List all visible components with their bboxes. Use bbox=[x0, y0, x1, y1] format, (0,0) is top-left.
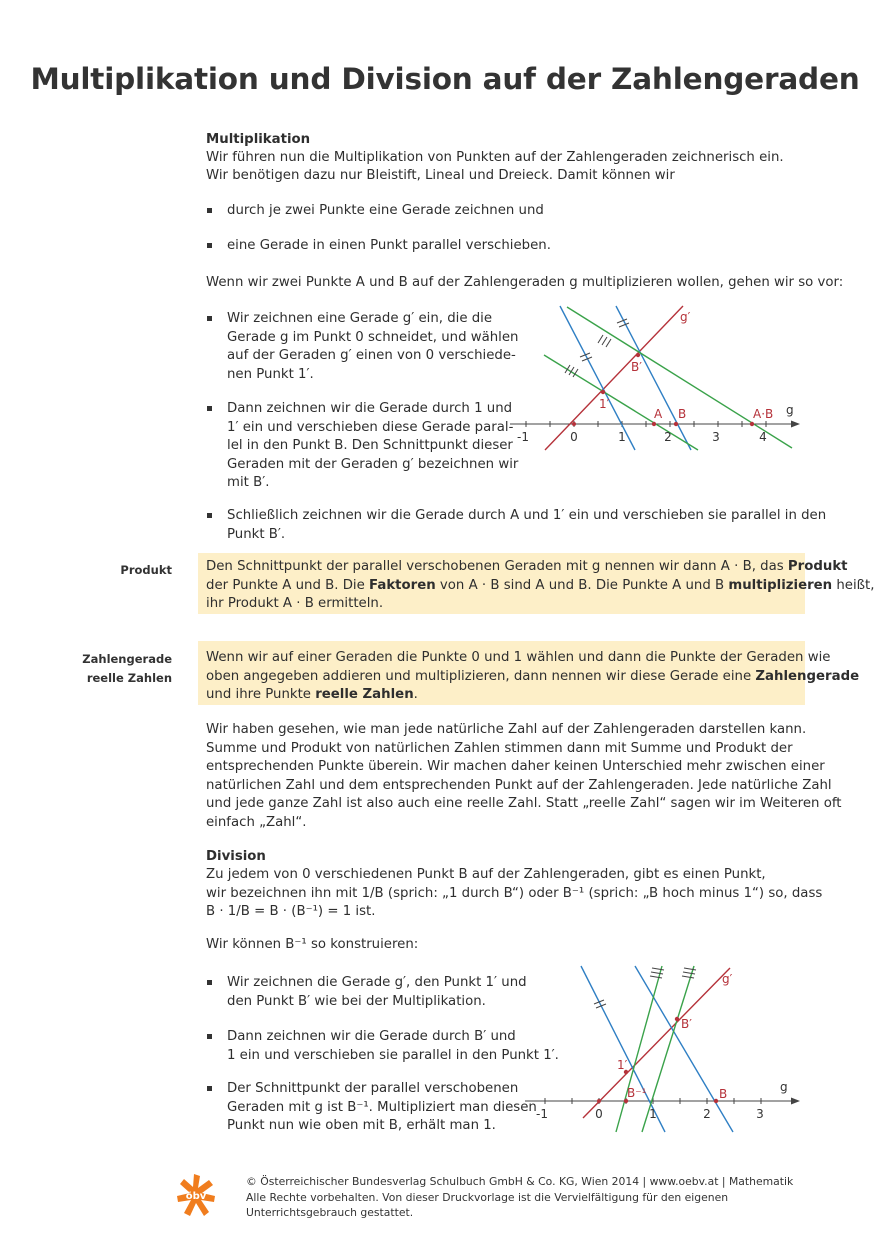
mult-intro-line-2: Wir benötigen dazu nur Bleistift, Lineal und Dreieck. Damit können wir bbox=[206, 168, 675, 183]
oebv-logo bbox=[174, 1172, 218, 1220]
bullet bbox=[207, 208, 212, 213]
svg-text:4: 4 bbox=[759, 430, 767, 444]
bullet bbox=[207, 243, 212, 248]
svg-text:-1: -1 bbox=[536, 1107, 548, 1121]
tool-item-2: eine Gerade in einen Punkt parallel verschieben. bbox=[227, 238, 551, 253]
mult-step-3: Schließlich zeichnen wir die Gerade durch A und 1′ ein und verschieben sie parallel in den Punkt B′. bbox=[227, 508, 827, 542]
svg-text:g′: g′ bbox=[680, 310, 691, 324]
svg-text:B: B bbox=[678, 407, 687, 421]
svg-text:B⁻¹: B⁻¹ bbox=[627, 1086, 647, 1100]
bullet bbox=[207, 1086, 212, 1091]
svg-text:2: 2 bbox=[664, 430, 672, 444]
svg-text:2: 2 bbox=[703, 1107, 711, 1121]
svg-text:-1: -1 bbox=[517, 430, 529, 444]
svg-text:g′: g′ bbox=[722, 972, 733, 986]
mult-lead: Wenn wir zwei Punkte A und B auf der Zahlengeraden g multiplizieren wollen, gehen wir so vor: bbox=[206, 275, 844, 290]
svg-text:A·B: A·B bbox=[753, 407, 774, 421]
svg-text:B: B bbox=[719, 1087, 728, 1101]
division-step-3: Der Schnittpunkt der parallel verschobenen Geraden mit g ist B⁻¹. Multipliziert man diesen Punkt nun wie oben mit B, erhält man 1. bbox=[227, 1081, 537, 1133]
svg-text:öbv: öbv bbox=[185, 1191, 207, 1202]
svg-text:0: 0 bbox=[570, 430, 578, 444]
svg-text:3: 3 bbox=[756, 1107, 764, 1121]
svg-text:1: 1 bbox=[618, 430, 626, 444]
division-step-2: Dann zeichnen wir die Gerade durch B′ und 1 ein und verschieben sie parallel in den Punkt 1′. bbox=[227, 1029, 559, 1063]
division-step-1: Wir zeichnen die Gerade g′, den Punkt 1′ und den Punkt B′ wie bei der Multiplikation. bbox=[227, 975, 527, 1009]
mult-intro-line-1: Wir führen nun die Multiplikation von Punkten auf der Zahlengeraden zeichnerisch ein. bbox=[206, 150, 784, 165]
svg-text:0: 0 bbox=[595, 1107, 603, 1121]
svg-text:1′: 1′ bbox=[599, 397, 610, 411]
svg-text:1′: 1′ bbox=[617, 1058, 628, 1072]
bullet bbox=[207, 980, 212, 985]
bullet bbox=[207, 513, 212, 518]
svg-text:B′: B′ bbox=[681, 1017, 692, 1031]
mult-step-2: Dann zeichnen wir die Gerade durch 1 und 1′ ein und verschieben diese Gerade paral- lel in den Punkt B. Den Schnittpunkt dieser Geraden mit der Geraden g′ bezeichnen wir mit B′. bbox=[227, 401, 519, 490]
bullet bbox=[207, 316, 212, 321]
svg-text:g: g bbox=[786, 403, 794, 417]
number-line-arrow-icon bbox=[791, 421, 800, 428]
side-label-zahlengerade: Zahlengerade reelle Zahlen bbox=[82, 652, 172, 685]
bullet bbox=[207, 1034, 212, 1039]
zahlengerade-definition-text: Wenn wir auf einer Geraden die Punkte 0 und 1 wählen und dann die Punkte der Geraden wie oben angegeben addieren und multiplizieren, dann nennen wir diese Gerade eine Zahlengerade und ihre Punkte reelle Zahlen. bbox=[206, 650, 860, 702]
division-figure bbox=[520, 960, 810, 1140]
produkt-definition-text: Den Schnittpunkt der parallel verschobenen Geraden mit g nennen wir dann A · B, das Produkt der Punkte A und B. Die Faktoren von A · B sind A und B. Die Punkte A und B multiplizieren heißt, ihr Produkt A · B ermitteln. bbox=[206, 559, 875, 611]
division-heading: Division bbox=[206, 849, 266, 864]
number-line-arrow-icon bbox=[791, 1098, 800, 1105]
line-g-prime bbox=[583, 968, 730, 1118]
svg-text:1: 1 bbox=[649, 1107, 657, 1121]
multiplication-figure bbox=[505, 300, 810, 460]
bullet bbox=[207, 406, 212, 411]
page-title: Multiplikation und Division auf der Zahlengeraden bbox=[30, 62, 860, 96]
division-text: Zu jedem von 0 verschiedenen Punkt B auf der Zahlengeraden, gibt es einen Punkt, wir bezeichnen ihn mit 1/B (sprich: „1 durch B“) oder B⁻¹ (sprich: „B hoch minus 1“) so, dass B · 1/B = B · (B⁻¹) = 1 ist. bbox=[206, 867, 823, 919]
side-label-produkt: Produkt bbox=[120, 563, 172, 577]
multiplication-heading: Multiplikation bbox=[206, 132, 311, 147]
real-number-paragraph: Wir haben gesehen, wie man jede natürliche Zahl auf der Zahlengeraden darstellen kann. Summe und Produkt von natürlichen Zahlen stimmen dann mit Summe und Produkt der entsprechenden Punkte überein. Wir machen daher keinen Unterschied mehr zwischen einer natürlichen Zahl und dem entsprechenden Punkt auf der Zahlengeraden. Jede natürliche Zahl und jede ganze Zahl ist also auch eine reelle Zahl. Statt „reelle Zahl“ sagen wir im Weiteren oft einfach „Zahl“. bbox=[206, 722, 842, 830]
line-through-1-and-1prime bbox=[560, 306, 635, 450]
svg-text:g: g bbox=[780, 1080, 788, 1094]
svg-text:A: A bbox=[654, 407, 663, 421]
svg-text:3: 3 bbox=[712, 430, 720, 444]
tool-item-1: durch je zwei Punkte eine Gerade zeichnen und bbox=[227, 203, 544, 218]
division-construct-lead: Wir können B⁻¹ so konstruieren: bbox=[206, 937, 419, 952]
mult-step-1: Wir zeichnen eine Gerade g′ ein, die die Gerade g im Punkt 0 schneidet, und wählen auf der Geraden g′ einen von 0 verschiede- nen Punkt 1′. bbox=[227, 311, 519, 382]
footer-copyright: © Österreichischer Bundesverlag Schulbuch GmbH & Co. KG, Wien 2014 | www.oebv.at | Mathematik Alle Rechte vorbehalten. Von dieser Druckvorlage ist die Vervielfältigung für den eigenen Unterrichtsgebrauch gestattet. bbox=[246, 1175, 794, 1219]
svg-text:B′: B′ bbox=[631, 360, 642, 374]
